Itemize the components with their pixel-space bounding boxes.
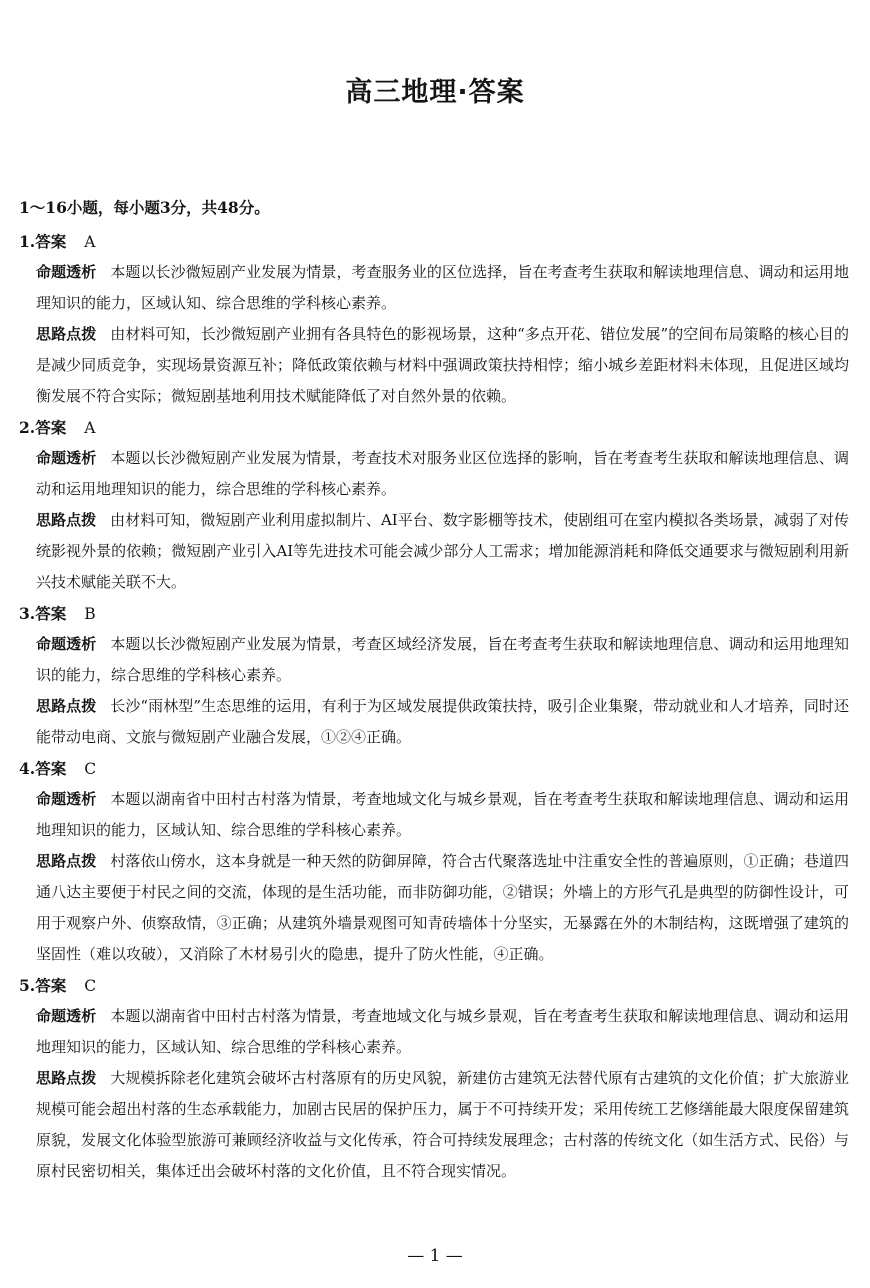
answer-choice: A: [84, 233, 96, 251]
guide-paragraph: [36, 505, 849, 598]
analysis-text: 本题以湖南省中田村古村落为情景，考查地域文化与城乡景观，旨在考查考生获取和解读地理信息、调动和运用地理知识的能力，区域认知、综合思维的学科核心素养。: [36, 790, 849, 839]
answer-line: [19, 753, 849, 784]
scoring-intro: 1～16小题，每小题3分，共48分。: [19, 198, 270, 217]
question-list: [19, 226, 849, 1187]
question-block: [19, 226, 849, 412]
guide-text: 村落依山傍水，这本身就是一种天然的防御屏障，符合古代聚落选址中注重安全性的普遍原则，①正确；巷道四通八达主要便于村民之间的交流，体现的是生活功能，而非防御功能，②错误；外墙上的方形气孔是典型的防御性设计，可用于观察户外、侦察敌情，③正确；从建筑外墙景观图可知青砖墙体十分坚实，无暴露在外的木制结构，这既增强了建筑的坚固性（难以攻破），又消除了木材易引火的隐患，提升了防火性能，④正确。: [36, 852, 849, 963]
answer-line: [19, 970, 849, 1001]
page-number: — 1 —: [407, 1246, 463, 1266]
answer-line: [19, 412, 849, 443]
answer-label: 答案: [35, 604, 67, 623]
guide-label: 思路点拨: [36, 511, 97, 529]
analysis-text: 本题以长沙微短剧产业发展为情景，考查技术对服务业区位选择的影响，旨在考查考生获取和解读地理信息、调动和运用地理知识的能力，综合思维的学科核心素养。: [36, 449, 849, 498]
guide-paragraph: [36, 1063, 849, 1187]
analysis-paragraph: [36, 443, 849, 505]
answer-line: [19, 598, 849, 629]
answer-choice: B: [84, 605, 96, 623]
answer-label: 答案: [35, 232, 67, 251]
guide-text: 大规模拆除老化建筑会破坏古村落原有的历史风貌，新建仿古建筑无法替代原有古建筑的文化价值；扩大旅游业规模可能会超出村落的生态承载能力，加剧古民居的保护压力，属于不可持续开发；采用传统工艺修缮能最大限度保留建筑原貌，发展文化体验型旅游可兼顾经济收益与文化传承，符合可持续发展理念；古村落的传统文化（如生活方式、民俗）与原村民密切相关，集体迁出会破坏村落的文化价值，且不符合现实情况。: [36, 1069, 849, 1180]
analysis-label: 命题透析: [36, 1007, 97, 1025]
question-number: 3.: [19, 604, 36, 623]
answer-line: [19, 226, 849, 257]
question-number: 5.: [19, 976, 36, 995]
analysis-paragraph: [36, 1001, 849, 1063]
analysis-paragraph: [36, 257, 849, 319]
analysis-label: 命题透析: [36, 635, 97, 653]
question-block: [19, 412, 849, 598]
analysis-text: 本题以湖南省中田村古村落为情景，考查地域文化与城乡景观，旨在考查考生获取和解读地理信息、调动和运用地理知识的能力，区域认知、综合思维的学科核心素养。: [36, 1007, 849, 1056]
analysis-text: 本题以长沙微短剧产业发展为情景，考查区域经济发展，旨在考查考生获取和解读地理信息、调动和运用地理知识的能力，综合思维的学科核心素养。: [36, 635, 849, 684]
question-block: [19, 970, 849, 1187]
guide-label: 思路点拨: [36, 325, 97, 343]
analysis-paragraph: [36, 784, 849, 846]
answer-choice: A: [84, 419, 96, 437]
answer-label: 答案: [35, 418, 67, 437]
analysis-label: 命题透析: [36, 790, 97, 808]
question-number: 4.: [19, 759, 36, 778]
question-block: [19, 598, 849, 753]
analysis-text: 本题以长沙微短剧产业发展为情景，考查服务业的区位选择，旨在考查考生获取和解读地理信息、调动和运用地理知识的能力，区域认知、综合思维的学科核心素养。: [36, 263, 849, 312]
question-number: 2.: [19, 418, 36, 437]
guide-label: 思路点拨: [36, 697, 97, 715]
guide-label: 思路点拨: [36, 852, 97, 870]
guide-paragraph: [36, 691, 849, 753]
answer-choice: C: [84, 760, 97, 778]
guide-paragraph: [36, 846, 849, 970]
answer-label: 答案: [35, 976, 67, 995]
guide-text: 由材料可知，长沙微短剧产业拥有各具特色的影视场景，这种“多点开花、错位发展”的空间布局策略的核心目的是减少同质竞争，实现场景资源互补；降低政策依赖与材料中强调政策扶持相悖；缩小城乡差距材料未体现，且促进区域均衡发展不符合实际；微短剧基地利用技术赋能降低了对自然外景的依赖。: [36, 325, 849, 405]
question-block: [19, 753, 849, 970]
guide-paragraph: [36, 319, 849, 412]
analysis-paragraph: [36, 629, 849, 691]
question-number: 1.: [19, 232, 36, 251]
guide-text: 长沙“雨林型”生态思维的运用，有利于为区域发展提供政策扶持，吸引企业集聚，带动就业和人才培养，同时还能带动电商、文旅与微短剧产业融合发展，①②④正确。: [36, 697, 849, 746]
guide-text: 由材料可知，微短剧产业利用虚拟制片、AI平台、数字影棚等技术，使剧组可在室内模拟各类场景，减弱了对传统影视外景的依赖；微短剧产业引入AI等先进技术可能会减少部分人工需求；增加能源消耗和降低交通要求与微短剧利用新兴技术赋能关联不大。: [36, 511, 849, 591]
analysis-label: 命题透析: [36, 449, 97, 467]
answer-label: 答案: [35, 759, 67, 778]
guide-label: 思路点拨: [36, 1069, 97, 1087]
answer-choice: C: [84, 977, 97, 995]
page-title: 高三地理·答案: [345, 77, 525, 108]
analysis-label: 命题透析: [36, 263, 97, 281]
